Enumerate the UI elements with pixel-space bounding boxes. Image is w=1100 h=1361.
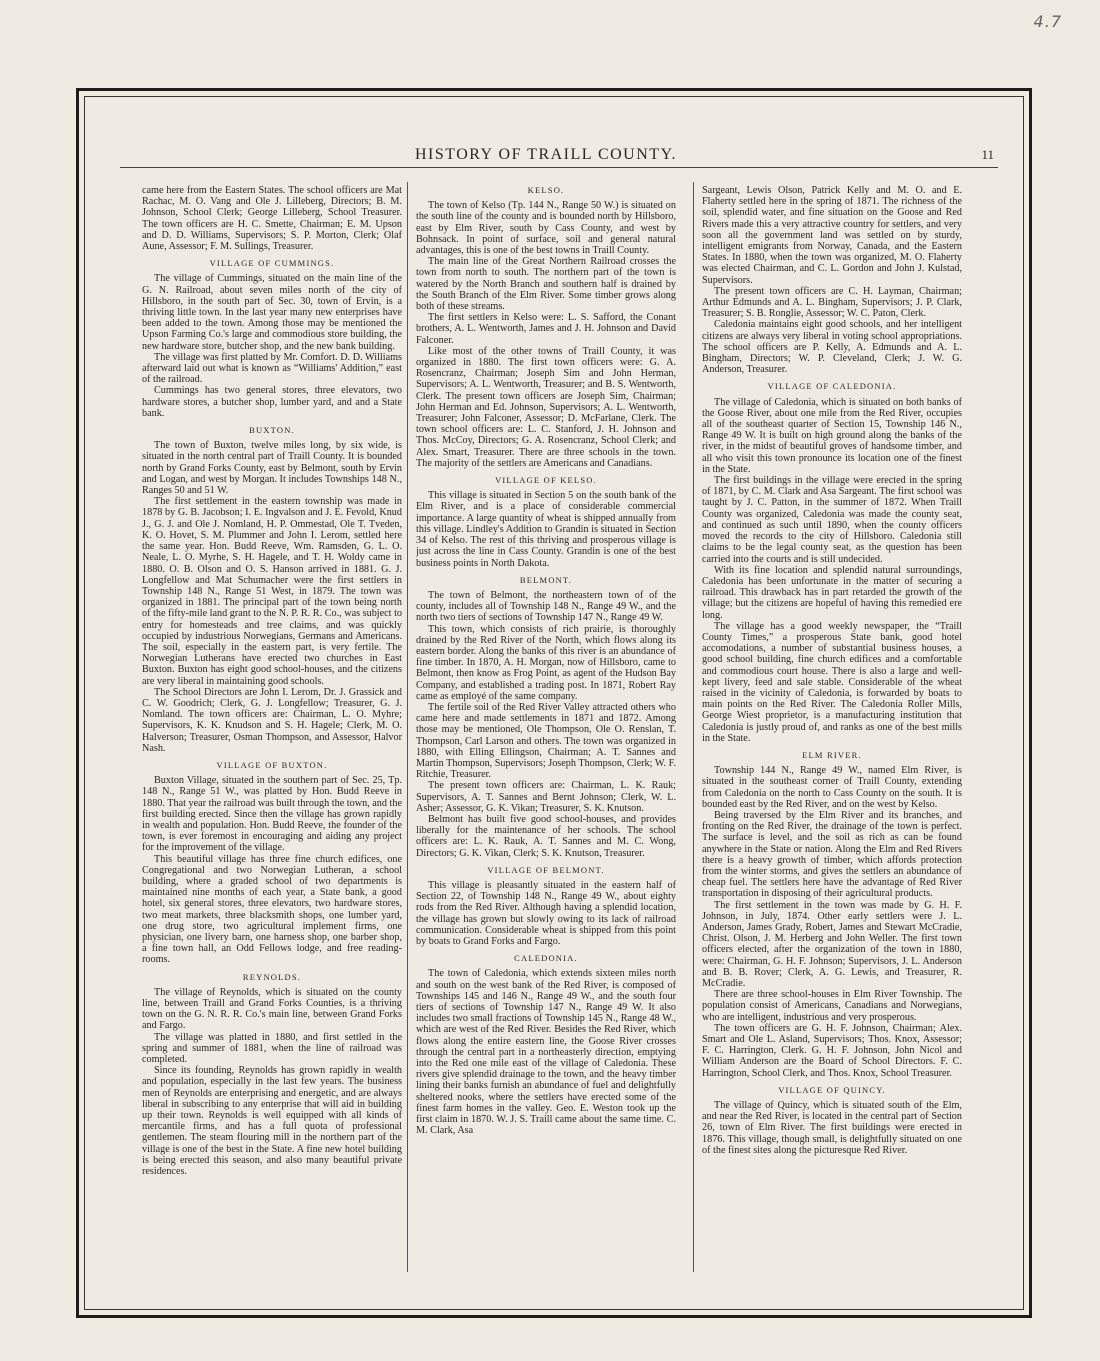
paragraph: The village of Cummings, situated on the main line of the G. N. Railroad, about seven miles north of the city of Hillsboro, in the south part of Sec. 30, town of Ervin, is a thriving little town. In the last year many new enterprises have been added to the town. Among those may be mentioned the Upson Farming Co.'s large and commodious store building, the new hardware store, butcher shop, and the new bank building. — [142, 273, 402, 352]
section-heading: VILLAGE OF QUINCY. — [778, 1084, 886, 1095]
header-rule — [120, 167, 998, 168]
text-column-1 — [142, 185, 402, 1270]
paragraph: came here from the Eastern States. The school officers are Mat Rachac, M. O. Vang and Ole J. Lilleberg, Directors; B. M. Johnson, School Clerk; George Lilleberg, School Treasurer. The town officers are H. C. Smette, Chairman; E. M. Upson and D. D. Williams, Supervisors; S. P. Morton, Clerk; Olaf Aune, Assessor; F. M. Sullings, Treasurer. — [142, 185, 402, 253]
paragraph: Belmont has built five good school-houses, and provides liberally for the maintenance of her schools. The school officers are: L. K. Rauk, A. T. Sannes and M. C. Wong, Directors; G. K. Vikan, Clerk; S. K. Knutson, Treasurer. — [416, 813, 676, 859]
paragraph: The village of Caledonia, which is situated on both banks of the Goose River, about one mile from the Red River, occupies all of the southeast quarter of Section 15, Township 146 N., Range 49 W. It is built on high ground along the banks of the river, in the midst of beautiful groves of handsome timber, and all who visit this town pronounce its location one of the finest in the State. — [702, 396, 962, 475]
section-heading: BUXTON. — [249, 425, 295, 436]
section-heading: REYNOLDS. — [242, 971, 302, 982]
paragraph: Cummings has two general stores, three elevators, two hardware stores, a butcher shop, lumber yard, and and a State bank. — [142, 385, 402, 419]
section-heading: ELM RIVER. — [802, 749, 862, 760]
paragraph: The town of Kelso (Tp. 144 N., Range 50 W.) is situated on the south line of the county and is bounded north by Hillsboro, east by Elm River, south by Cass County, and west by Bohnsack. In point of surface, soil and general natural advantages, this is one of the best towns in Traill County. — [416, 200, 676, 257]
column-divider — [693, 182, 694, 1272]
paragraph: The town of Caledonia, which extends sixteen miles north and south on the west bank of the Red River, is composed of Townships 145 and 146 N., Range 49 W., and the south four tiers of sections of Township 147 N., Range 49 W. It also includes two small fractions of Township 145 N., Range 48 W., which are west of the Red River. Besides the Red River, which flows along the entire eastern line, the Goose River crosses through the central part in a northeasterly direction, emptying into the Red one mile east of the village of Caledonia. These rivers give splendid drainage to the town, and the heavy timber lining their banks furnish an abundance of fuel and delightfully sheltered nooks, where the settlers have erected some of the finest farm homes in the valley. Geo. E. Weston took up the first claim in 1870. W. J. S. Traill came about the same time. C. M. Clark, Asa — [416, 968, 676, 1137]
handwritten-page-mark: 4.7 — [1033, 12, 1062, 31]
section-heading: VILLAGE OF BUXTON. — [216, 759, 328, 770]
section-heading: CALEDONIA. — [514, 953, 578, 964]
paragraph: The present town officers are C. H. Layman, Chairman; Arthur Edmunds and A. L. Bingham, Supervisors; J. P. Clark, Treasurer; S. B. Ronglie, Assessor; W. C. Paton, Clerk. — [702, 285, 962, 320]
paragraph: The School Directors are John I. Lerom, Dr. J. Grassick and C. W. Goodrich; Clerk, G. J. Longfellow; Treasurer, G. J. Nomland. The town officers are: Chairman, L. O. Myhre; Supervisors, K. K. Knudson and S. H. Hagele; Clerk, M. O. Halverson; Treasurer, Osman Thompson, and Assessor, Halvor Nash. — [142, 686, 402, 754]
page-number: 11 — [981, 147, 994, 162]
paragraph: The town of Belmont, the northeastern town of of the county, includes all of Township 148 N., Range 49 W., and the north two tiers of sections of Township 147 N., Range 49 W. — [416, 589, 676, 624]
text-column-3 — [702, 185, 962, 1270]
paragraph: The first settlement in the town was made by G. H. F. Johnson, in July, 1874. Other early settlers were J. L. Anderson, James Grady, Robert, James and Stewart McCradie, Christ. Olson, J. M. Herberg and John Weller. The first town officers elected, after the organization of the town in 1880, were: Chairman, G. H. F. Johnson; Supervisors, J. L. Anderson and B. B. Rover; Clerk, A. G. Lewis, and Treasurer, R. McCradie. — [702, 899, 962, 990]
paragraph: Sargeant, Lewis Olson, Patrick Kelly and M. O. and E. Flaherty settled here in the spring of 1871. The richness of the soil, splendid water, and fine situation on the Goose and Red Rivers made this a very attractive country for settlers, and very soon all the government land was settled on by sturdy, intelligent emigrants from Norway, Canada, and the Eastern States. In 1880, when the town was organized, M. O. Flaherty was elected Chairman, and C. L. Gordon and John J. Kulstad, Supervisors. — [702, 185, 962, 286]
paragraph: The village was first platted by Mr. Comfort. D. D. Williams afterward laid out what is known as “Williams' Addition,” east of the railroad. — [142, 351, 402, 386]
paragraph: The village was platted in 1880, and first settled in the spring and summer of 1881, when the line of railroad was completed. — [142, 1031, 402, 1066]
paragraph: This town, which consists of rich prairie, is thoroughly drained by the Red River of the North, which flows along its eastern border. Along the banks of this river is an abundance of fine timber. In 1870, A. H. Morgan, now of Hillsboro, came to Belmont, then know as Frog Point, as agent of the Hudson Bay Company, and established a trading post. In 1871, Robert Ray came as employé of the same company. — [416, 623, 676, 702]
section-heading: BELMONT. — [519, 574, 573, 585]
paragraph: The first settlers in Kelso were: L. S. Safford, the Conant brothers, A. L. Wentworth, James and J. H. Johnson and David Falconer. — [416, 312, 676, 346]
paragraph: The town of Buxton, twelve miles long, by six wide, is situated in the north central part of Traill County. It is bounded north by Grand Forks County, east by Belmont, south by Ervin and Logan, and west by Morgan. It includes Townships 148 N., Ranges 50 and 51 W. — [142, 440, 402, 497]
paragraph: There are three school-houses in Elm River Township. The population consist of Americans, Canadians and Norwegians, who are intelligent, industrious and very prosperous. — [702, 989, 962, 1023]
text-column-2 — [416, 185, 676, 1270]
paragraph: This village is situated in Section 5 on the south bank of the Elm River, and is a place of considerable commercial importance. A large quantity of wheat is shipped annually from this village. Lindley's Addition to Grandin is situated in Section 34 of Kelso. The rest of this thriving and prosperous village is just across the line in Cass County. Grandin is one of the best business points in North Dakota. — [416, 490, 676, 569]
running-header — [96, 142, 996, 168]
paragraph: Caledonia maintains eight good schools, and her intelligent citizens are always very liberal in voting school appropriations. The school officers are P. Kelly, A. Edmunds and A. L. Bingham, Directors; W. P. Cleveland, Clerk; J. W. G. Anderson, Treasurer. — [702, 319, 962, 376]
paragraph: The first settlement in the eastern township was made in 1878 by G. B. Jacobson; I. E. Ingvalson and J. E. Fevold, Knud J., G. J. and Ole J. Nomland, H. P. Ommestad, Ole T. Tveden, K. O. Hovet, S. M. Plummer and John I. Lerom, settled here the same year. Hon. Budd Reeve, Wm. Ramsden, G. L. O. Neale, L. O. Myrhe, S. H. Hagele, and T. H. Woldy came in 1880. O. B. Olson and O. S. Hanson arrived in 1881. G. J. Longfellow and Mat Schumacher were the first settlers in Township 148 N., Range 51 West, in 1879. The town was organized in 1881. The principal part of the town being north of the fifty-mile land grant to the N. P. R. R. Co., was subject to entry for homesteads and tree claims, and was quickly occupied by industrious Norwegians, Germans and Americans. The soil, especially in the eastern part, is very fertile. The Norwegian Lutherans have erected two churches in East Buxton. Buxton has eight good school-houses, and the citizens are very liberal in maintaining good schools. — [142, 496, 402, 687]
paragraph: With its fine location and splendid natural surroundings, Caledonia has been unfortunate in the matter of securing a railroad. This drawback has in part retarded the growth of the village; but the citizens are hopeful of having this remedied ere long. — [702, 564, 962, 621]
section-heading: VILLAGE OF KELSO. — [495, 475, 597, 486]
paragraph: This beautiful village has three fine church edifices, one Congregational and two Norwegian Lutheran, a school building, where a graded school of two departments is maintained nine months of each year, a State bank, a good hotel, six general stores, three elevators, two hardware stores, two meat markets, three blacksmith shops, one lumber yard, one drug store, two agricultural implement firms, one physician, one livery barn, one harness shop, one barber shop, a fine town hall, an Odd Fellows lodge, and free reading-rooms. — [142, 853, 402, 966]
paragraph: Buxton Village, situated in the southern part of Sec. 25, Tp. 148 N., Range 51 W., was platted by Hon. Budd Reeve in 1880. That year the railroad was built through the town, and the first building erected. Since then the village has grown rapidly in wealth and population. Hon. Budd Reeve, the founder of the town, is ever foremost in encouraging and aiding any project for the improvement of the village. — [142, 775, 402, 854]
paragraph: Being traversed by the Elm River and its branches, and fronting on the Red River, the drainage of the town is perfect. The surface is level, and the soil as rich as can be found anywhere in the State or nation. Along the Elm and Red Rivers there is a heavy growth of timber, which affords protection from the winter storms, and gives the settlers an abundance of cheap fuel. The settlers here have the advantage of Red River transportation in disposing of their agricultural products. — [702, 809, 962, 900]
paragraph: The town officers are G. H. F. Johnson, Chairman; Alex. Smart and Ole L. Asland, Supervisors; Thos. Knox, Assessor; F. C. Harrington, Clerk. G. H. F. Johnson, John Nicol and William Anderson are the Board of School Directors. F. C. Harrington, School Clerk, and Thos. Knox, School Treasurer. — [702, 1022, 962, 1079]
paragraph: This village is pleasantly situated in the eastern half of Section 22, of Township 148 N., Range 49 W., about eighty rods from the Red River. Although having a splendid location, the village has grown but slowly owing to its lack of railroad communication. Considerable wheat is shipped from this point by boats to Grand Forks and Fargo. — [416, 879, 676, 947]
paragraph: The main line of the Great Northern Railroad crosses the town from north to south. The northern part of the town is watered by the North Branch and southern half is drained by the South Branch of the Elm River. Some timber grows along both of these streams. — [416, 256, 676, 313]
paragraph: The present town officers are: Chairman, L. K. Rauk; Supervisors, A. T. Sannes and Bernt Johnson; Clerk, W. L. Asher; Assessor, G. K. Vikan; Treasurer, S. K. Knutson. — [416, 780, 676, 814]
column-divider — [407, 182, 408, 1272]
section-heading: VILLAGE OF CUMMINGS. — [209, 258, 335, 269]
paragraph: The first buildings in the village were erected in the spring of 1871, by C. M. Clark and Asa Sargeant. The first school was taught by J. C. Patton, in the summer of 1872. When Traill County was organized, Caledonia was made the county seat, and continued as such until 1890, when the county officers moved the records to the city of Hillsboro. Caledonia still claims to be the legal county seat, as the question has been carried into the courts and is still undecided. — [702, 475, 962, 565]
page-title: HISTORY OF TRAILL COUNTY. — [414, 146, 678, 163]
section-heading: KELSO. — [527, 185, 565, 195]
paragraph: The fertile soil of the Red River Valley attracted others who came here and made settlements in 1871 and 1872. Among those may be mentioned, Ole Thompson, Ole O. Renslan, T. Thompson, Carl Larson and others. The town was organized in 1880, with Elling Ellingson, Chairman; A. T. Sannes and Martin Thompson, Supervisors; Joseph Thompson, Clerk; W. F. Ritchie, Treasurer. — [416, 701, 676, 781]
paragraph: The village has a good weekly newspaper, the “Traill County Times,” a prosperous State bank, good hotel accomodations, a number of substantial business houses, a good school building, fine church edifices and a comfortable and commodious court house. There is also a large and well-kept livery, feed and sale stable. Considerable of the wheat raised in the vicinity of Caledonia, is forwarded by boats to main points on the Red River. The Caledonia Roller Mills, George Wiest proprietor, is a manufacturing institution that Caledonia is justly proud of, and ranks as one of the best mills in the State. — [702, 620, 962, 744]
paragraph: The village of Reynolds, which is situated on the county line, between Traill and Grand Forks Counties, is a thriving town on the G. N. R. R. Co.'s main line, between Grand Forks and Fargo. — [142, 986, 402, 1032]
paragraph: Like most of the other towns of Traill County, it was organized in 1880. The first town officers were: G. A. Rosencranz, Chairman; Joseph Sim and John Herman, Supervisors; A. L. Wentworth, Treasurer; and B. S. Wentworth, Clerk. The present town officers are Joseph Sim, Chairman; John Herman and Ed. Johnson, Supervisors; A. L. Wentworth, Treasurer; John Falconer, Assessor; D. McFarlane, Clerk. The town school officers are: L. C. Stanford, J. H. Johnson and Thos. McCoy, Directors; G. A. Rosencranz, School Clerk; and Alex. Smart, Treasurer. There are three schools in the town. The majority of the settlers are Americans and Canadians. — [416, 345, 676, 469]
section-heading: VILLAGE OF CALEDONIA. — [767, 381, 897, 392]
paragraph: Township 144 N., Range 49 W., named Elm River, is situated in the southeast corner of Traill County, extending from Caledonia on the north to Cass County on the south. It is bounded east by the Red River, and on the west by Kelso. — [702, 765, 962, 810]
section-heading: VILLAGE OF BELMONT. — [487, 864, 605, 875]
paragraph: The village of Quincy, which is situated south of the Elm, and near the Red River, is located in the central part of Section 26, town of Elm River. The first buildings were erected in 1876. This village, though small, is delightfully situated on one of the finest sites along the picturesque Red River. — [702, 1100, 962, 1156]
paragraph: Since its founding, Reynolds has grown rapidly in wealth and population, especially in the last few years. The business men of Reynolds are enterprising and energetic, and are always liberal in subscribing to any enterprise that will aid in building up their town. Reynolds is well equipped with all kinds of mercantile firms, and has a full quota of professional gentlemen. The steam flouring mill in the northern part of the village is one of the best in the State. A fine new hotel building is being erected this season, and also many beautiful private residences. — [142, 1065, 402, 1178]
